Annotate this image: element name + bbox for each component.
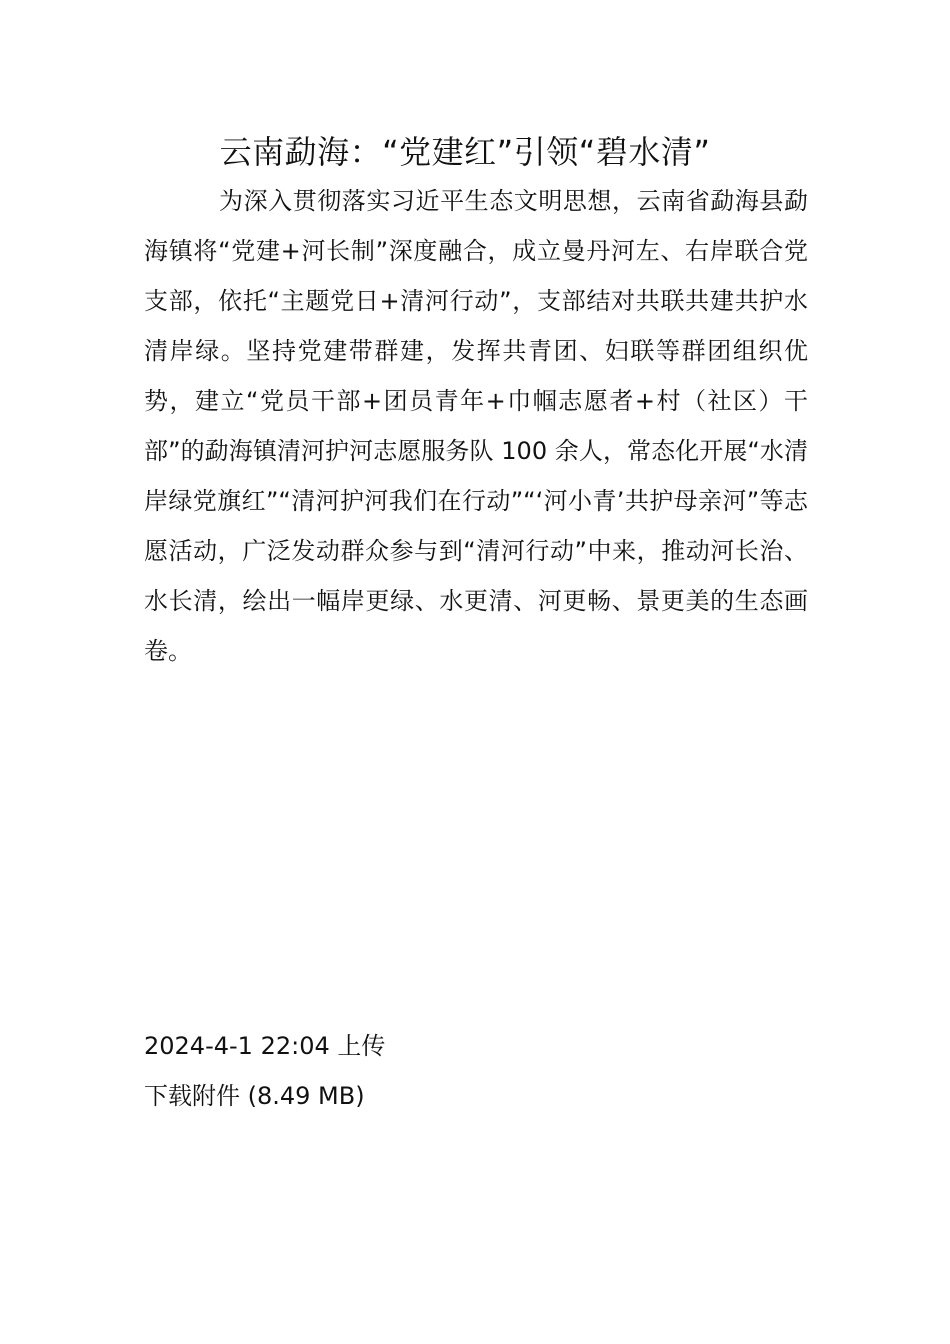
article-body: 为深入贯彻落实习近平生态文明思想，云南省勐海县勐海镇将“党建+河长制”深度融合，成立曼丹河左、右岸联合党支部，依托“主题党日+清河行动”，支部结对共联共建共护水清岸绿。坚持党建带群建，发挥共青团、妇联等群团组织优势，建立“党员干部+团员青年+巾帼志愿者+村（社区）干部”的勐海镇清河护河志愿服务队 100 余人，常态化开展“水清岸绿党旗红”“清河护河我们在行动”“‘河小青’共护母亲河”等志愿活动，广泛发动群众参与到“清河行动”中来，推动河长治、水长清，绘出一幅岸更绿、水更清、河更畅、景更美的生态画卷。 <box>144 187 808 665</box>
download-attachment-link[interactable]: 下载附件 (8.49 MB) <box>144 1082 365 1110</box>
download-attachment <box>144 1071 365 1121</box>
article-title: 云南勐海：“党建红”引领“碧水清” <box>219 133 711 171</box>
upload-timestamp: 2024-4-1 22:04 上传 <box>144 1032 386 1060</box>
